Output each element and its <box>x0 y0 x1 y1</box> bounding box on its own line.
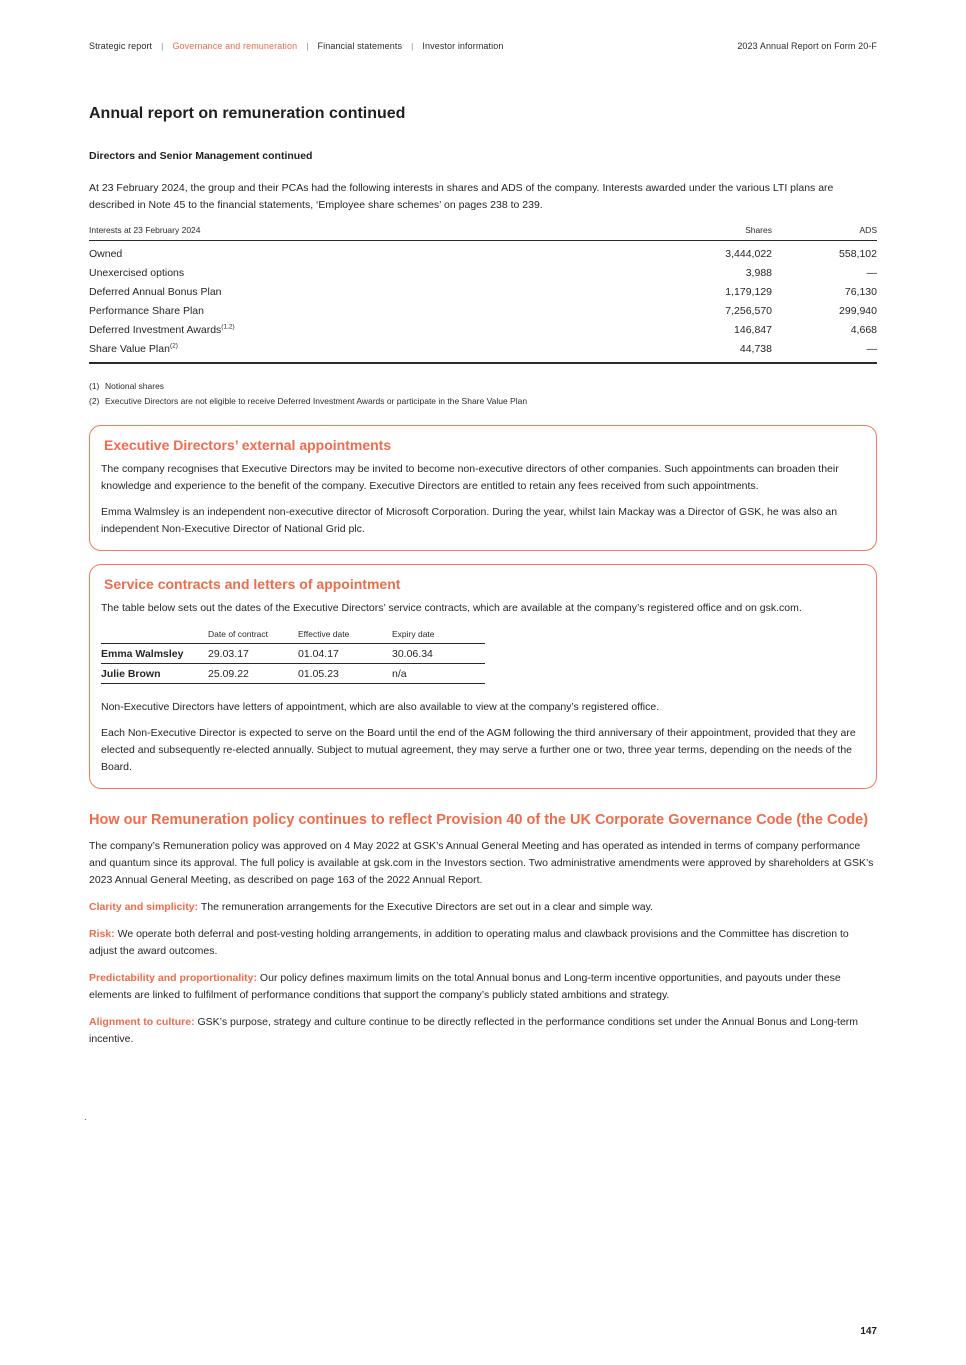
row-ads: — <box>866 266 877 279</box>
interests-table <box>89 225 877 364</box>
policy-point-text: We operate both deferral and post-vesting holding arrangements, in addition to operating malus and clawback provisions and the Committee has discretion to adjust the award outcomes. <box>89 928 849 957</box>
interests-table-header <box>89 225 877 241</box>
policy-point-lead: Alignment to culture: <box>89 1016 195 1028</box>
service-contracts-title: Service contracts and letters of appointment <box>104 576 401 592</box>
policy-point-lead: Predictability and proportionality: <box>89 972 258 984</box>
director-name: Julie Brown <box>101 667 161 680</box>
row-label-text: Deferred Investment Awards <box>89 323 222 336</box>
policy-point-predictability <box>89 970 877 1004</box>
nav-divider: | <box>161 41 164 51</box>
row-label: Owned <box>89 247 123 260</box>
row-ads: — <box>866 342 877 355</box>
policy-point-clarity <box>89 899 877 916</box>
row-label: Deferred Annual Bonus Plan <box>89 285 222 298</box>
document-header <box>0 0 966 51</box>
row-label <box>89 324 652 336</box>
top-nav <box>89 41 503 51</box>
service-contracts-paragraph: Non-Executive Directors have letters of appointment, which are also available to view at the company’s registered office. <box>101 701 660 713</box>
page-number: 147 <box>860 1326 877 1337</box>
column-header-expiry-date: Expiry date <box>392 629 435 639</box>
nav-financial-statements: Financial statements <box>317 41 403 51</box>
row-label: Unexercised options <box>89 266 185 279</box>
nav-governance-and-remuneration: Governance and remuneration <box>172 41 298 51</box>
policy-point-lead: Clarity and simplicity: <box>89 901 199 913</box>
effective-date: 01.04.17 <box>298 647 339 660</box>
row-shares: 3,988 <box>745 266 772 279</box>
policy-point-risk <box>89 926 877 960</box>
table-row <box>101 664 485 684</box>
nav-divider: | <box>411 41 414 51</box>
table-row <box>89 301 877 320</box>
footnote-reference: (1,2) <box>221 323 235 330</box>
table-row <box>89 244 877 263</box>
nav-investor-information: Investor information <box>422 41 504 51</box>
page-title: Annual report on remuneration continued <box>89 105 406 122</box>
intro-paragraph: At 23 February 2024, the group and their PCAs had the following interests in shares and ADS of the company. Interests awarded under the various LTI plans are described in Note 45 to the financial statements, ‘Employee share schemes’ on pages 238 to 239. <box>89 182 834 211</box>
policy-point-alignment <box>89 1014 877 1048</box>
director-name: Emma Walmsley <box>101 647 184 660</box>
report-edition-label: 2023 Annual Report on Form 20-F <box>737 41 877 51</box>
row-shares: 7,256,570 <box>725 304 772 317</box>
footnote-text: Notional shares <box>105 381 165 391</box>
footnote-marker: (2) <box>89 396 100 406</box>
row-shares: 146,847 <box>734 323 772 336</box>
interests-table-body <box>89 241 877 364</box>
policy-point-text: GSK’s purpose, strategy and culture continue to be directly reflected in the performance conditions set under the Annual Bonus and Long-term incentive. <box>89 1016 859 1045</box>
service-contracts-intro: The table below sets out the dates of the Executive Directors’ service contracts, which are available at the company’s registered office and on gsk.com. <box>101 602 802 614</box>
row-shares: 1,179,129 <box>725 285 772 298</box>
policy-point-text: Our policy defines maximum limits on the total Annual bonus and Long-term incentive opportunities, and payouts under these elements are linked to fulfilment of performance conditions that support the company’s publicly stated ambitions and strategy. <box>89 972 841 1001</box>
table-row <box>89 320 877 339</box>
footnote-marker: (1) <box>89 381 100 391</box>
nav-divider: | <box>306 41 309 51</box>
policy-point-text: The remuneration arrangements for the Executive Directors are set out in a clear and simple way. <box>198 901 653 913</box>
table-row <box>89 263 877 282</box>
policy-section-title: How our Remuneration policy continues to reflect Provision 40 of the UK Corporate Governance Code (the Code) <box>89 812 869 828</box>
row-shares: 44,738 <box>739 342 772 355</box>
service-contracts-table-header <box>101 629 485 644</box>
column-header-date-of-contract: Date of contract <box>208 629 269 639</box>
row-label: Performance Share Plan <box>89 304 204 317</box>
footnote-text: Executive Directors are not eligible to receive Deferred Investment Awards or participate in the Share Value Plan <box>105 396 528 406</box>
table-row <box>89 339 877 358</box>
nav-strategic-report: Strategic report <box>89 41 153 51</box>
footnote-1 <box>89 379 877 394</box>
table-row <box>89 282 877 301</box>
external-appointments-box <box>89 425 877 551</box>
row-ads: 76,130 <box>844 285 877 298</box>
policy-intro-paragraph: The company’s Remuneration policy was approved on 4 May 2022 at GSK’s Annual General Meeting and has operated as intended in terms of company performance and quantum since its approval. The full policy is available at gsk.com in the Investors section. Two administrative amendments were approved by shareholders at GSK’s 2023 Annual General Meeting, as described on page 163 of the 2022 Annual Report. <box>89 840 874 886</box>
row-shares: 3,444,022 <box>725 247 772 260</box>
expiry-date: 30.06.34 <box>392 647 433 660</box>
service-contracts-table <box>101 629 485 684</box>
footnote-reference: (2) <box>169 342 178 349</box>
date-of-contract: 29.03.17 <box>208 647 249 660</box>
column-header-shares: Shares <box>745 225 772 235</box>
row-ads: 4,668 <box>850 323 877 336</box>
external-appointments-paragraph: The company recognises that Executive Directors may be invited to become non-executive directors of other companies. Such appointments can broaden their knowledge and experience to the benefit of the company. Executive Directors are entitled to retain any fees received from such appointments. <box>101 463 839 492</box>
column-header-ads: ADS <box>859 225 877 235</box>
interests-table-caption: Interests at 23 February 2024 <box>89 225 201 235</box>
date-of-contract: 25.09.22 <box>208 667 249 680</box>
external-appointments-paragraph: Emma Walmsley is an independent non-executive director of Microsoft Corporation. During the year, whilst Iain Mackay was a Director of GSK, he was also an independent Non-Executive Director of National Grid plc. <box>101 506 838 535</box>
footnotes <box>89 379 877 409</box>
column-header-effective-date: Effective date <box>298 629 350 639</box>
policy-point-lead: Risk: <box>89 928 115 940</box>
footnote-2 <box>89 394 877 409</box>
stray-period-mark: . <box>84 1112 87 1122</box>
row-ads: 299,940 <box>839 304 877 317</box>
section-subtitle: Directors and Senior Management continued <box>89 150 313 162</box>
service-contracts-box <box>89 564 877 789</box>
column-header-blank <box>101 629 208 639</box>
service-contracts-paragraph: Each Non-Executive Director is expected to serve on the Board until the end of the AGM following the third anniversary of their appointment, provided that they are elected and subsequently re-elected annually. Subject to mutual agreement, they may serve a further one or two, three year terms, depending on the needs of the Board. <box>101 727 856 773</box>
effective-date: 01.05.23 <box>298 667 339 680</box>
row-ads: 558,102 <box>839 247 877 260</box>
table-row <box>101 644 485 664</box>
external-appointments-title: Executive Directors’ external appointments <box>104 437 392 453</box>
row-label <box>89 343 652 355</box>
expiry-date: n/a <box>392 667 407 680</box>
row-label-text: Share Value Plan <box>89 342 170 355</box>
